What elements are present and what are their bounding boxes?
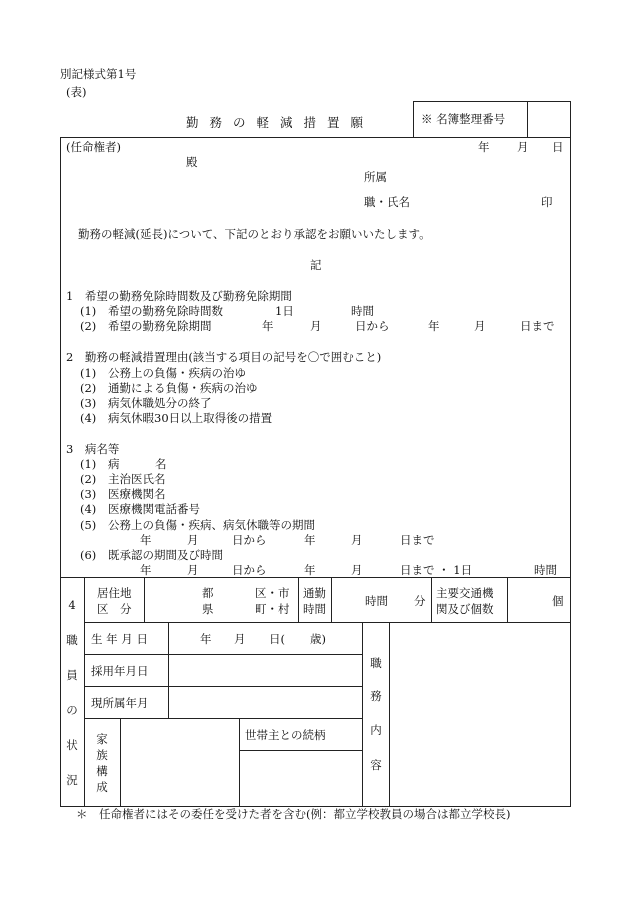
birth-age: 歳) (310, 632, 326, 646)
job-char: 務 (370, 689, 382, 703)
current-affiliation-field[interactable] (169, 687, 361, 717)
side-char: の (66, 703, 78, 717)
side-char: 員 (66, 668, 78, 682)
s3-p5-from-day: 日から (232, 533, 267, 547)
birth-day: 日( (269, 632, 285, 646)
transport-label-2: 関及び個数 (436, 602, 494, 616)
s3-p5-from-month: 月 (187, 533, 199, 547)
s3-item5-num: (5) (80, 518, 97, 532)
name-label: 職・氏名 (364, 195, 410, 209)
job-char: 職 (370, 656, 382, 670)
section3-heading: 3 病名等 (66, 442, 120, 456)
hired-label: 採用年月日 (91, 664, 149, 678)
family-field[interactable] (121, 719, 238, 805)
s2-item-text: 通勤による負傷・疾病の治ゆ (108, 381, 258, 395)
footnote: ＊ 任命権者にはその委任を受けた者を含む(例：都立学校教員の場合は都立学校長) (76, 807, 511, 821)
s2-item-num: (1) (80, 366, 97, 380)
s3-p6-to-day: 日まで ・ 1日 (400, 563, 473, 577)
to-label: 都 (202, 586, 214, 600)
cho-son-label: 町・村 (255, 602, 290, 616)
s3-p5-from-year: 年 (140, 533, 152, 547)
s3-item1-num: (1) (80, 457, 97, 471)
family-char: 構 (96, 764, 108, 778)
s3-item4: 医療機関電話番号 (108, 502, 200, 516)
s3-p6-from-year: 年 (140, 563, 152, 577)
commute-label-1: 通勤 (303, 586, 326, 600)
s3-p6-to-month: 月 (351, 563, 363, 577)
birth-year: 年 (200, 632, 212, 646)
s2-item-num: (4) (80, 411, 97, 425)
request-text: 勤務の軽減(延長)について、下記のとおり承認をお願いいたします。 (78, 227, 431, 241)
s3-item4-num: (4) (80, 502, 97, 516)
s1-to-month: 月 (474, 319, 486, 333)
section4-number: 4 (68, 598, 76, 612)
current-affiliation-label: 現所属年月 (91, 696, 149, 710)
s3-p6-from-month: 月 (187, 563, 199, 577)
form-title: 勤務の軽減措置願 (186, 115, 375, 130)
s2-item-num: (3) (80, 396, 97, 410)
job-char: 容 (370, 758, 382, 772)
s3-item3: 医療機関名 (108, 487, 166, 501)
householder-relation-label: 世帯主との続柄 (245, 728, 326, 742)
s1-item1-label: 希望の勤務免除時間数 (108, 304, 223, 318)
s1-from-month: 月 (310, 319, 322, 333)
registry-number-field[interactable] (528, 102, 570, 137)
s1-to-day: 日まで (520, 319, 555, 333)
affiliation-label: 所属 (364, 170, 387, 184)
s2-item-text: 公務上の負傷・疾病の治ゆ (108, 366, 246, 380)
s1-from-day: 日から (355, 319, 390, 333)
birth-month: 月 (234, 632, 246, 646)
commute-hours: 時間 (365, 594, 388, 608)
s1-from-year: 年 (262, 319, 274, 333)
s3-item6: 既承認の期間及び時間 (108, 548, 223, 562)
s1-item1-day: 1日 (275, 304, 294, 318)
transport-count: 個 (552, 594, 564, 608)
s3-p5-to-day: 日まで (400, 533, 435, 547)
s1-item1-num: (1) (80, 304, 97, 318)
family-char: 成 (96, 780, 108, 794)
family-char: 家 (96, 732, 108, 746)
s3-p5-to-year: 年 (304, 533, 316, 547)
residence-label-2: 区 分 (97, 602, 132, 616)
date-year: 年 (478, 140, 490, 154)
form-number: 別記様式第1号 (60, 67, 137, 81)
s1-item2-label: 希望の勤務免除期間 (108, 319, 212, 333)
s3-item1-a: 病 (108, 457, 120, 471)
ken-label: 県 (202, 602, 214, 616)
s3-item2-num: (2) (80, 472, 97, 486)
section2-heading: 2 勤務の軽減措置理由(該当する項目の記号を〇で囲むこと) (66, 350, 382, 364)
family-char: 族 (96, 748, 108, 762)
residence-label-1: 居住地 (97, 586, 132, 600)
s3-item5: 公務上の負傷・疾病、病気休職等の期間 (108, 518, 315, 532)
commute-minutes: 分 (414, 594, 426, 608)
job-char: 内 (370, 723, 382, 737)
side-char: 況 (66, 773, 78, 787)
section1-heading: 1 希望の勤務免除時間数及び勤務免除期間 (66, 289, 292, 303)
householder-relation-field[interactable] (240, 751, 361, 805)
s3-item1-b: 名 (155, 457, 167, 471)
ki-mark: 記 (310, 258, 322, 272)
s3-item3-num: (3) (80, 487, 97, 501)
s3-item2: 主治医氏名 (108, 472, 166, 486)
form-side: (表) (66, 85, 87, 99)
registry-number-label: ※ 名簿整理番号 (421, 112, 506, 126)
commute-label-2: 時間 (303, 602, 326, 616)
hired-date-field[interactable] (169, 655, 361, 685)
s3-p5-to-month: 月 (351, 533, 363, 547)
s1-to-year: 年 (428, 319, 440, 333)
side-char: 職 (66, 633, 78, 647)
s3-p6-hours: 時間 (534, 563, 557, 577)
s2-item-text: 病気休職処分の終了 (108, 396, 212, 410)
seal-mark: 印 (541, 195, 553, 209)
dono: 殿 (186, 155, 198, 169)
job-content-field[interactable] (390, 623, 569, 805)
s2-item-text: 病気休暇30日以上取得後の措置 (108, 411, 273, 425)
appointer-label: (任命権者) (66, 140, 121, 154)
date-day: 日 (552, 140, 564, 154)
s3-item6-num: (6) (80, 548, 97, 562)
s3-p6-from-day: 日から (232, 563, 267, 577)
s1-item2-num: (2) (80, 319, 97, 333)
date-month: 月 (517, 140, 529, 154)
transport-label-1: 主要交通機 (436, 586, 494, 600)
ku-shi-label: 区・市 (255, 586, 290, 600)
side-char: 状 (66, 738, 78, 752)
s1-item1-hours: 時間 (351, 304, 374, 318)
s2-item-num: (2) (80, 381, 97, 395)
s3-p6-to-year: 年 (304, 563, 316, 577)
birth-label: 生 年 月 日 (91, 632, 148, 646)
